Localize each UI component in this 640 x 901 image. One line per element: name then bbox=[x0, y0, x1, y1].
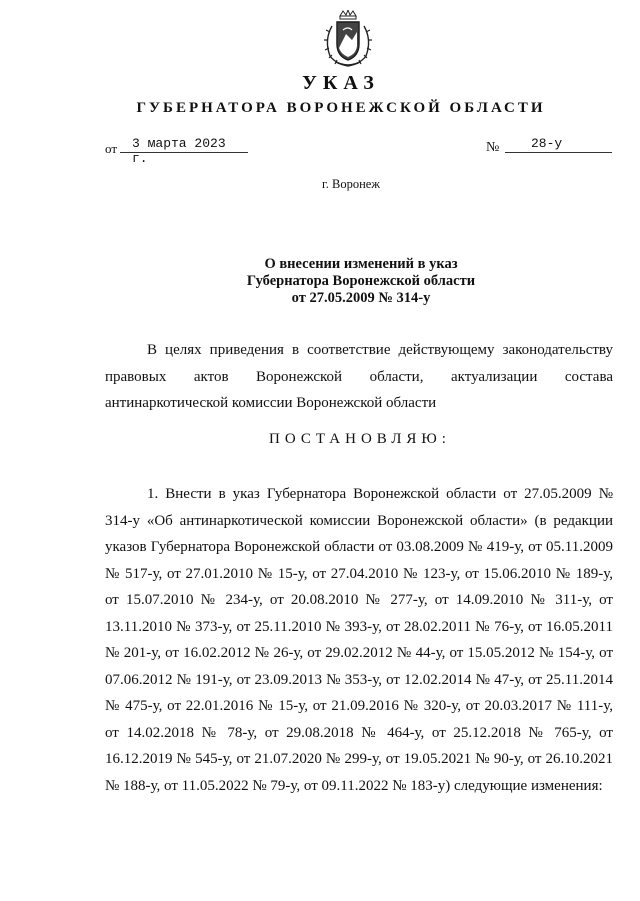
date-prefix-label: от bbox=[105, 141, 118, 156]
item-1-paragraph: 1. Внести в указ Губернатора Воронежской области от 27.05.2009 № 314-у «Об антинаркотической комиссии Воронежской области» (в редакции указов Губернатора Воронежской области от 03.08.2009 № 419-у, от 05.11.2009 № 517-у, от 27.01.2010 № 15-у, от 27.04.2010 № 123-у, от 15.06.2010 № 189-у, от 15.07.2010 № 234-у, от 20.08.2010 № 277-у, от 14.09.2010 № 311-у, от 13.11.2010 № 373-у, от 25.11.2010 № 393-у, от 28.02.2011 № 76-у, от 16.05.2011 № 201-у, от 16.02.2012 № 26-у, от 29.02.2012 № 44-у, от 15.05.2012 № 154-у, от 07.06.2012 № 191-у, от 23.09.2013 № 353-у, от 12.02.2014 № 47-у, от 25.11.2014 № 475-у, от 22.01.2016 № 15-у, от 21.09.2016 № 320-у, от 20.03.2017 № 111-у, от 14.02.2018 № 78-у, от 29.08.2018 № 464-у, от 25.12.2018 № 765-у, от 16.12.2019 № 545-у, от 21.07.2020 № 299-у, от 19.05.2021 № 90-у, от 26.10.2021 № 188-у, от 11.05.2022 № 79-у, от 09.11.2022 № 183-у) следующие изменения: bbox=[105, 486, 613, 794]
heading-line-2: Губернатора Воронежской области bbox=[246, 273, 476, 289]
document-number: 28-у bbox=[505, 136, 612, 153]
coat-of-arms-icon bbox=[322, 10, 374, 68]
document-title: УКАЗ bbox=[302, 72, 380, 94]
document-heading bbox=[0, 256, 640, 307]
document-subtitle: ГУБЕРНАТОРА ВОРОНЕЖСКОЙ ОБЛАСТИ bbox=[136, 100, 546, 116]
number-label: № bbox=[486, 140, 500, 155]
heading-line-1: О внесении изменений в указ bbox=[264, 256, 458, 272]
preamble-paragraph: В целях приведения в соответствие действующему законодательству правовых актов Воронежской области, актуализации состава антинаркотической комиссии Воронежской области bbox=[105, 342, 613, 411]
document-date: 3 марта 2023 г. bbox=[120, 136, 248, 153]
city-label: г. Воронеж bbox=[322, 177, 380, 191]
heading-line-3: от 27.05.2009 № 314-у bbox=[291, 290, 431, 306]
decree-word: ПОСТАНОВЛЯЮ: bbox=[269, 431, 451, 447]
